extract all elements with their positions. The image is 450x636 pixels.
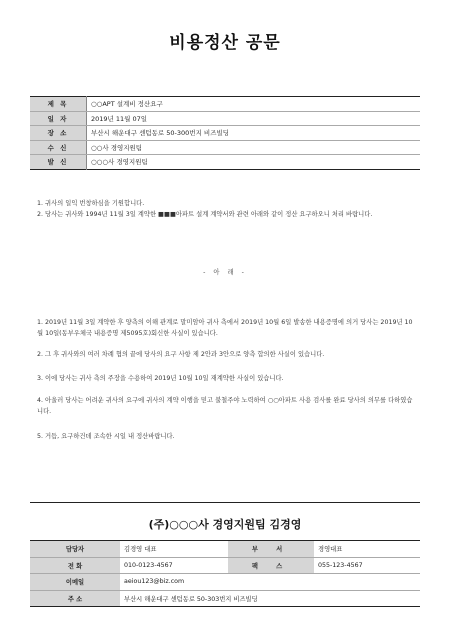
header-row-recipient [30, 140, 420, 155]
page-title: 비용정산 공문 [169, 33, 281, 53]
contact-table [30, 540, 420, 607]
list-item: 5. 거듭, 요구하건데 조속한 시일 내 정산바랍니다. [37, 433, 175, 440]
table-row [30, 557, 420, 574]
dept-label: 부 서 [228, 541, 314, 558]
header-info-table [30, 96, 420, 170]
section-separator: - 아 래 - [203, 269, 247, 276]
header-row-subject [30, 97, 420, 112]
list-item: 4. 아울러 당사는 어려운 귀사의 요구에 귀사의 계약 이행을 믿고 불철주야 노력하여 ○○아파트 사용 검사를 완료 당사의 의무를 다하였습니다. [37, 397, 413, 415]
phone-label: 전 화 [30, 557, 120, 574]
table-row [30, 590, 420, 607]
contact-value: 김경영 대표 [120, 541, 228, 558]
list-item: 2. 그 후 귀사와의 여러 차례 협의 끝에 당사의 요구 사항 제 2안과 3안으로 양측 합의한 사실이 있습니다. [37, 351, 325, 358]
divider [30, 502, 420, 503]
phone-value: 010-0123-4567 [120, 557, 228, 574]
header-value: ○○○사 경영지원팀 [91, 158, 148, 167]
email-label: 이메일 [30, 574, 120, 591]
address-label: 주 소 [30, 590, 120, 607]
header-label: 수 신 [30, 140, 87, 155]
table-row [30, 541, 420, 558]
email-value: aeiou123@biz.com [120, 574, 420, 591]
header-label: 발 신 [30, 155, 87, 170]
list-item: 3. 이에 당사는 귀사 측의 주장을 수용하여 2019년 10월 10일 재계약한 사실이 있습니다. [37, 375, 284, 382]
fax-value: 055-123-4567 [314, 557, 420, 574]
header-value: 부산시 해운대구 센텀동로 50-300번지 비즈빌딩 [87, 126, 421, 141]
intro-paragraph-1: 1. 귀사의 일익 번창하심을 기원합니다. [37, 200, 145, 207]
contact-label: 담당자 [30, 541, 120, 558]
address-value: 부산시 해운대구 센텀동로 50-303번지 비즈빌딩 [124, 595, 258, 603]
table-row [30, 574, 420, 591]
list-item: 1. 2019년 11월 3일 계약한 후 양측의 이해 관계로 말미암아 귀사 측에서 2019년 10월 6일 발송한 내용증명에 의거 당사는 2019년 10월 10일(동부우체국 내용증명 제5095호)회신한 사실이 있습니다. [37, 319, 413, 337]
header-value: 2019년 11월 07일 [87, 111, 421, 126]
header-row-date [30, 111, 420, 126]
header-label: 제 목 [30, 97, 87, 112]
signature: (주)○○○사 경영지원팀 김경영 [148, 518, 302, 531]
header-label: 일 자 [30, 111, 87, 126]
header-label: 장 소 [30, 126, 87, 141]
header-value: ○○APT 설계비 정산요구 [87, 97, 421, 112]
dept-value: 경영대표 [314, 541, 420, 558]
header-value: ○○사 경영지원팀 [87, 140, 421, 155]
intro-paragraph-2: 2. 당사는 귀사와 1994년 11월 3일 계약한 ■■■아파트 설계 계약서와 관련 아래와 같이 정산 요구하오니 처리 바랍니다. [37, 211, 373, 218]
header-row-sender [30, 155, 420, 170]
header-row-place [30, 126, 420, 141]
fax-label: 팩 스 [228, 557, 314, 574]
